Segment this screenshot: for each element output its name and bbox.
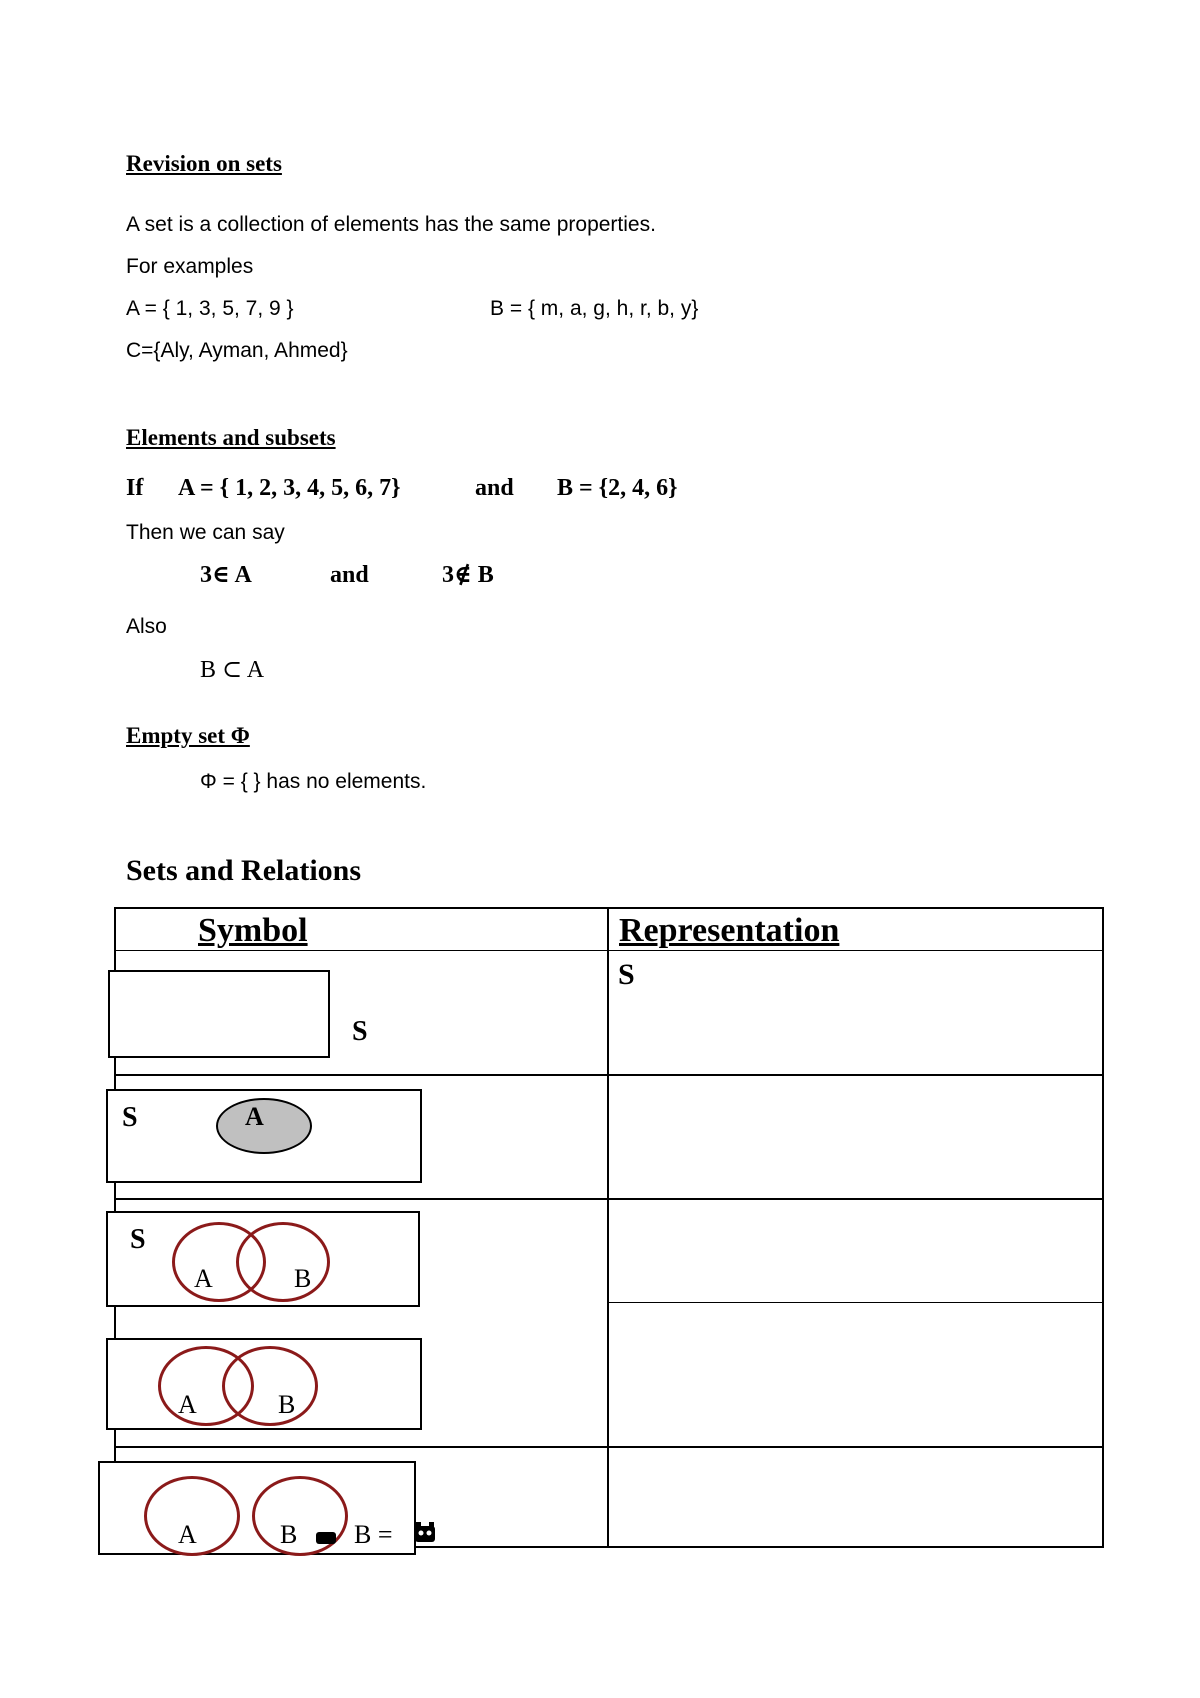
- subset-relation: B ⊂ A: [200, 657, 265, 683]
- element-of-a: 3∈ A: [200, 562, 252, 588]
- set-a-ellipse: [216, 1098, 312, 1154]
- also-text: Also: [126, 615, 167, 638]
- not-element-of-b: 3∉ B: [442, 562, 494, 588]
- universal-set-box: [108, 970, 330, 1058]
- table-right-border: [1102, 907, 1104, 1548]
- row3-s-label: S: [130, 1224, 146, 1255]
- representation-s-label: S: [618, 958, 635, 991]
- row2-a-label: A: [245, 1102, 264, 1131]
- then-text: Then we can say: [126, 521, 285, 544]
- sets-relations-title: Sets and Relations: [126, 854, 362, 887]
- row5-circle-b: [252, 1476, 348, 1556]
- table-row4-divider: [114, 1446, 1104, 1448]
- row3-a-label: A: [194, 1264, 213, 1293]
- row5-a-label: A: [178, 1520, 197, 1549]
- if-word: If: [126, 475, 144, 501]
- revision-heading: Revision on sets: [126, 151, 282, 176]
- table-row1-divider: [114, 1074, 1104, 1076]
- row3-circle-b: [236, 1222, 330, 1302]
- table-row3-divider: [608, 1302, 1104, 1303]
- example-set-c: C={Aly, Ayman, Ahmed}: [126, 339, 348, 362]
- row4-circle-b: [222, 1346, 318, 1426]
- column-header-representation: Representation: [619, 912, 840, 949]
- row4-b-label: B: [278, 1390, 296, 1419]
- intersection-symbol-icon: [316, 1532, 336, 1544]
- subset-set-a: A = { 1, 2, 3, 4, 5, 6, 7}: [178, 475, 401, 501]
- example-set-b: B = { m, a, g, h, r, b, y}: [490, 297, 699, 320]
- table-header-divider: [114, 950, 1104, 951]
- table-row2-divider: [114, 1198, 1104, 1200]
- row5-expression: B =: [354, 1520, 393, 1549]
- elements-subsets-heading: Elements and subsets: [126, 425, 336, 450]
- universal-set-label: S: [352, 1016, 368, 1047]
- example-set-a: A = { 1, 3, 5, 7, 9 }: [126, 297, 294, 320]
- column-header-symbol: Symbol: [198, 912, 308, 949]
- and-word: and: [475, 475, 514, 501]
- table-column-divider: [607, 907, 609, 1548]
- row2-s-label: S: [122, 1102, 138, 1133]
- table-top-border: [114, 907, 1104, 909]
- empty-set-symbol-icon: [412, 1520, 438, 1546]
- row5-b-label: B: [280, 1520, 298, 1549]
- and-word-2: and: [330, 562, 369, 588]
- row3-b-label: B: [294, 1264, 312, 1293]
- examples-intro: For examples: [126, 255, 254, 278]
- empty-set-definition: Φ = { } has no elements.: [200, 770, 427, 793]
- row4-a-label: A: [178, 1390, 197, 1419]
- set-definition: A set is a collection of elements has the same properties.: [126, 213, 656, 236]
- subset-set-b: B = {2, 4, 6}: [557, 475, 678, 501]
- empty-set-heading: Empty set Φ: [126, 723, 250, 748]
